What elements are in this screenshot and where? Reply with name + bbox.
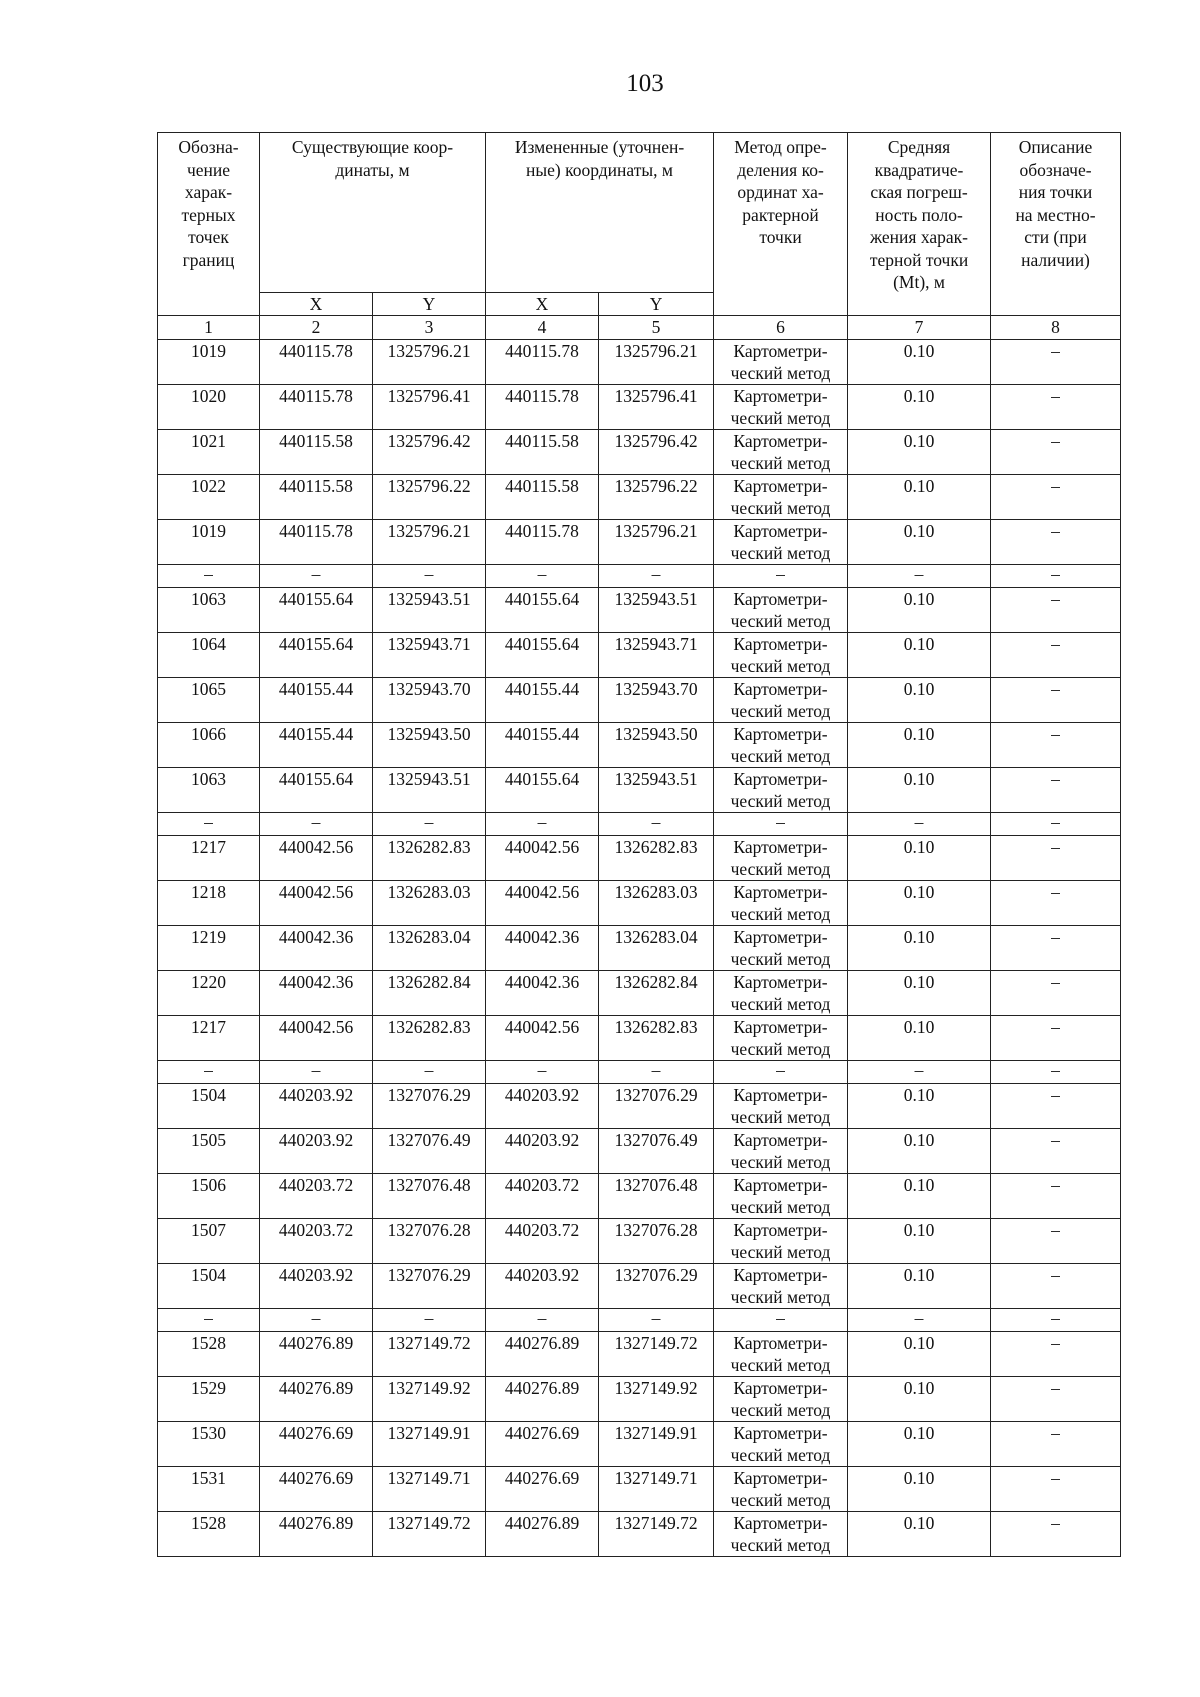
existing-x-cell: 440155.64: [260, 768, 373, 813]
point-id-cell: 1507: [158, 1219, 260, 1264]
changed-y-cell: 1325796.22: [599, 475, 714, 520]
existing-y-cell: 1327076.29: [373, 1264, 486, 1309]
changed-y-cell: 1325943.51: [599, 768, 714, 813]
table-row: [158, 633, 1121, 678]
description-cell: –: [991, 1129, 1121, 1174]
existing-y-cell: 1327149.91: [373, 1422, 486, 1467]
changed-y-cell: 1325796.21: [599, 340, 714, 385]
changed-y-cell: 1325796.21: [599, 520, 714, 565]
changed-y-cell: 1326282.84: [599, 971, 714, 1016]
method-cell: Картометри- ческий метод: [714, 1332, 848, 1377]
header-changed-y: Y: [599, 293, 714, 316]
changed-x-cell: 440276.69: [486, 1422, 599, 1467]
changed-x-cell: 440155.44: [486, 678, 599, 723]
method-cell: Картометри- ческий метод: [714, 1129, 848, 1174]
method-cell: Картометри- ческий метод: [714, 1512, 848, 1557]
description-cell: –: [991, 565, 1121, 588]
point-id-cell: 1530: [158, 1422, 260, 1467]
header-existing-coordinates: Существующие коор- динаты, м: [260, 133, 486, 293]
method-cell: Картометри- ческий метод: [714, 678, 848, 723]
existing-x-cell: –: [260, 565, 373, 588]
description-cell: –: [991, 1332, 1121, 1377]
changed-x-cell: –: [486, 565, 599, 588]
mean-square-error-cell: 0.10: [848, 1219, 991, 1264]
table-row: [158, 1377, 1121, 1422]
mean-square-error-cell: 0.10: [848, 520, 991, 565]
point-id-cell: 1066: [158, 723, 260, 768]
changed-y-cell: –: [599, 565, 714, 588]
point-id-cell: 1220: [158, 971, 260, 1016]
changed-y-cell: 1327149.71: [599, 1467, 714, 1512]
table-row: [158, 1332, 1121, 1377]
changed-x-cell: 440276.89: [486, 1512, 599, 1557]
existing-x-cell: 440276.89: [260, 1512, 373, 1557]
method-cell: Картометри- ческий метод: [714, 633, 848, 678]
changed-y-cell: 1327076.28: [599, 1219, 714, 1264]
point-id-cell: 1022: [158, 475, 260, 520]
changed-x-cell: 440155.64: [486, 588, 599, 633]
table-row: [158, 340, 1121, 385]
changed-x-cell: 440276.89: [486, 1377, 599, 1422]
table-row: [158, 588, 1121, 633]
existing-x-cell: 440042.56: [260, 836, 373, 881]
header-point-description: Описание обозначе- ния точки на местно- сти (при наличии): [991, 133, 1121, 316]
existing-y-cell: 1325796.41: [373, 385, 486, 430]
existing-x-cell: 440155.64: [260, 588, 373, 633]
mean-square-error-cell: 0.10: [848, 971, 991, 1016]
description-cell: –: [991, 1309, 1121, 1332]
existing-x-cell: 440042.56: [260, 1016, 373, 1061]
description-cell: –: [991, 1219, 1121, 1264]
mean-square-error-cell: 0.10: [848, 588, 991, 633]
point-id-cell: 1020: [158, 385, 260, 430]
description-cell: –: [991, 1084, 1121, 1129]
changed-y-cell: –: [599, 813, 714, 836]
mean-square-error-cell: –: [848, 565, 991, 588]
point-id-cell: 1506: [158, 1174, 260, 1219]
existing-x-cell: 440276.69: [260, 1467, 373, 1512]
existing-x-cell: 440276.69: [260, 1422, 373, 1467]
mean-square-error-cell: 0.10: [848, 1016, 991, 1061]
existing-x-cell: 440203.72: [260, 1174, 373, 1219]
description-cell: –: [991, 340, 1121, 385]
point-id-cell: 1217: [158, 1016, 260, 1061]
point-id-cell: 1019: [158, 340, 260, 385]
separator-row: [158, 1061, 1121, 1084]
changed-y-cell: 1326283.04: [599, 926, 714, 971]
method-cell: –: [714, 1061, 848, 1084]
existing-x-cell: 440155.44: [260, 723, 373, 768]
existing-y-cell: 1327076.49: [373, 1129, 486, 1174]
point-id-cell: 1528: [158, 1512, 260, 1557]
mean-square-error-cell: –: [848, 1309, 991, 1332]
existing-y-cell: –: [373, 1061, 486, 1084]
description-cell: –: [991, 1174, 1121, 1219]
existing-y-cell: 1326282.83: [373, 836, 486, 881]
table-row: [158, 430, 1121, 475]
mean-square-error-cell: 0.10: [848, 1174, 991, 1219]
table-row: [158, 1264, 1121, 1309]
mean-square-error-cell: 0.10: [848, 768, 991, 813]
existing-x-cell: –: [260, 1309, 373, 1332]
coordinates-table: [157, 132, 1121, 1557]
point-id-cell: –: [158, 1309, 260, 1332]
existing-y-cell: 1325943.50: [373, 723, 486, 768]
point-id-cell: 1064: [158, 633, 260, 678]
existing-x-cell: 440115.58: [260, 475, 373, 520]
description-cell: –: [991, 633, 1121, 678]
table-row: [158, 520, 1121, 565]
table-row: [158, 836, 1121, 881]
point-id-cell: 1065: [158, 678, 260, 723]
existing-y-cell: 1326282.84: [373, 971, 486, 1016]
separator-row: [158, 1309, 1121, 1332]
table-row: [158, 1016, 1121, 1061]
column-number: 7: [848, 316, 991, 340]
changed-y-cell: 1327076.29: [599, 1264, 714, 1309]
mean-square-error-cell: 0.10: [848, 1467, 991, 1512]
changed-y-cell: 1325943.50: [599, 723, 714, 768]
mean-square-error-cell: 0.10: [848, 1332, 991, 1377]
point-id-cell: 1063: [158, 768, 260, 813]
changed-y-cell: 1327149.92: [599, 1377, 714, 1422]
existing-y-cell: –: [373, 1309, 486, 1332]
changed-y-cell: 1325943.51: [599, 588, 714, 633]
existing-y-cell: 1327076.48: [373, 1174, 486, 1219]
mean-square-error-cell: 0.10: [848, 926, 991, 971]
changed-x-cell: 440155.44: [486, 723, 599, 768]
point-id-cell: 1528: [158, 1332, 260, 1377]
header-existing-x: X: [260, 293, 373, 316]
changed-y-cell: 1326283.03: [599, 881, 714, 926]
header-method: Метод опре- деления ко- ординат ха- рактерной точки: [714, 133, 848, 316]
point-id-cell: 1504: [158, 1264, 260, 1309]
existing-y-cell: 1327149.72: [373, 1332, 486, 1377]
table-row: [158, 1174, 1121, 1219]
table-body: [158, 340, 1121, 1557]
point-id-cell: 1529: [158, 1377, 260, 1422]
description-cell: –: [991, 1377, 1121, 1422]
changed-x-cell: –: [486, 1309, 599, 1332]
column-number: 8: [991, 316, 1121, 340]
existing-x-cell: 440042.56: [260, 881, 373, 926]
changed-y-cell: 1325796.42: [599, 430, 714, 475]
column-number: 4: [486, 316, 599, 340]
method-cell: Картометри- ческий метод: [714, 1264, 848, 1309]
existing-x-cell: 440115.78: [260, 520, 373, 565]
table-row: [158, 1422, 1121, 1467]
changed-y-cell: 1327076.49: [599, 1129, 714, 1174]
existing-x-cell: 440203.92: [260, 1129, 373, 1174]
changed-x-cell: 440115.78: [486, 520, 599, 565]
method-cell: Картометри- ческий метод: [714, 588, 848, 633]
changed-x-cell: –: [486, 1061, 599, 1084]
description-cell: –: [991, 813, 1121, 836]
existing-y-cell: 1326283.04: [373, 926, 486, 971]
existing-x-cell: 440115.58: [260, 430, 373, 475]
method-cell: Картометри- ческий метод: [714, 971, 848, 1016]
changed-x-cell: 440155.64: [486, 768, 599, 813]
method-cell: Картометри- ческий метод: [714, 1467, 848, 1512]
changed-x-cell: 440115.58: [486, 475, 599, 520]
changed-x-cell: 440276.89: [486, 1332, 599, 1377]
mean-square-error-cell: 0.10: [848, 881, 991, 926]
mean-square-error-cell: –: [848, 813, 991, 836]
header-designation: Обозна- чение харак- терных точек границ: [158, 133, 260, 316]
changed-x-cell: 440203.92: [486, 1084, 599, 1129]
header-existing-y: Y: [373, 293, 486, 316]
mean-square-error-cell: 0.10: [848, 836, 991, 881]
method-cell: –: [714, 813, 848, 836]
column-number: 2: [260, 316, 373, 340]
point-id-cell: 1063: [158, 588, 260, 633]
point-id-cell: 1505: [158, 1129, 260, 1174]
point-id-cell: 1019: [158, 520, 260, 565]
description-cell: –: [991, 385, 1121, 430]
changed-y-cell: 1325796.41: [599, 385, 714, 430]
description-cell: –: [991, 768, 1121, 813]
existing-x-cell: 440155.64: [260, 633, 373, 678]
column-numbers-row: [158, 316, 1121, 340]
changed-x-cell: 440042.36: [486, 926, 599, 971]
existing-y-cell: 1327076.29: [373, 1084, 486, 1129]
existing-x-cell: 440115.78: [260, 385, 373, 430]
table-row: [158, 1129, 1121, 1174]
changed-x-cell: 440042.36: [486, 971, 599, 1016]
existing-x-cell: 440203.72: [260, 1219, 373, 1264]
table-row: [158, 678, 1121, 723]
description-cell: –: [991, 926, 1121, 971]
existing-x-cell: 440276.89: [260, 1332, 373, 1377]
header-changed-coordinates: Измененные (уточнен- ные) координаты, м: [486, 133, 714, 293]
changed-y-cell: –: [599, 1061, 714, 1084]
method-cell: –: [714, 1309, 848, 1332]
mean-square-error-cell: 0.10: [848, 340, 991, 385]
method-cell: Картометри- ческий метод: [714, 723, 848, 768]
method-cell: Картометри- ческий метод: [714, 1422, 848, 1467]
existing-y-cell: 1325943.70: [373, 678, 486, 723]
description-cell: –: [991, 430, 1121, 475]
point-id-cell: 1219: [158, 926, 260, 971]
method-cell: Картометри- ческий метод: [714, 836, 848, 881]
header-mean-square-error: Средняя квадратиче- ская погреш- ность поло- жения харак- терной точки (Mt), м: [848, 133, 991, 316]
description-cell: –: [991, 1061, 1121, 1084]
existing-x-cell: 440203.92: [260, 1264, 373, 1309]
changed-y-cell: 1326282.83: [599, 836, 714, 881]
existing-x-cell: 440042.36: [260, 971, 373, 1016]
mean-square-error-cell: –: [848, 1061, 991, 1084]
header-changed-x: X: [486, 293, 599, 316]
existing-x-cell: 440155.44: [260, 678, 373, 723]
existing-y-cell: 1325796.21: [373, 340, 486, 385]
method-cell: –: [714, 565, 848, 588]
changed-x-cell: 440115.78: [486, 385, 599, 430]
existing-y-cell: 1327149.92: [373, 1377, 486, 1422]
table-row: [158, 1467, 1121, 1512]
point-id-cell: 1217: [158, 836, 260, 881]
description-cell: –: [991, 520, 1121, 565]
method-cell: Картометри- ческий метод: [714, 1377, 848, 1422]
changed-y-cell: 1327149.91: [599, 1422, 714, 1467]
table-row: [158, 881, 1121, 926]
point-id-cell: –: [158, 565, 260, 588]
table-row: [158, 926, 1121, 971]
point-id-cell: 1504: [158, 1084, 260, 1129]
method-cell: Картометри- ческий метод: [714, 926, 848, 971]
existing-y-cell: 1325796.42: [373, 430, 486, 475]
changed-y-cell: 1325943.71: [599, 633, 714, 678]
existing-y-cell: 1325796.22: [373, 475, 486, 520]
table-row: [158, 1219, 1121, 1264]
mean-square-error-cell: 0.10: [848, 1377, 991, 1422]
description-cell: –: [991, 971, 1121, 1016]
existing-y-cell: 1325943.51: [373, 768, 486, 813]
description-cell: –: [991, 475, 1121, 520]
mean-square-error-cell: 0.10: [848, 475, 991, 520]
changed-x-cell: 440203.92: [486, 1264, 599, 1309]
table-row: [158, 385, 1121, 430]
existing-y-cell: 1325796.21: [373, 520, 486, 565]
mean-square-error-cell: 0.10: [848, 1512, 991, 1557]
table-header-row: [158, 133, 1121, 293]
mean-square-error-cell: 0.10: [848, 723, 991, 768]
existing-y-cell: –: [373, 813, 486, 836]
description-cell: –: [991, 1467, 1121, 1512]
description-cell: –: [991, 678, 1121, 723]
method-cell: Картометри- ческий метод: [714, 881, 848, 926]
mean-square-error-cell: 0.10: [848, 678, 991, 723]
page-number: 103: [626, 70, 664, 97]
changed-x-cell: –: [486, 813, 599, 836]
changed-y-cell: 1325943.70: [599, 678, 714, 723]
description-cell: –: [991, 1016, 1121, 1061]
method-cell: Картометри- ческий метод: [714, 430, 848, 475]
mean-square-error-cell: 0.10: [848, 1422, 991, 1467]
table-row: [158, 768, 1121, 813]
changed-x-cell: 440203.92: [486, 1129, 599, 1174]
changed-x-cell: 440115.58: [486, 430, 599, 475]
existing-y-cell: 1327149.72: [373, 1512, 486, 1557]
changed-x-cell: 440276.69: [486, 1467, 599, 1512]
mean-square-error-cell: 0.10: [848, 1264, 991, 1309]
table-row: [158, 723, 1121, 768]
changed-x-cell: 440203.72: [486, 1174, 599, 1219]
existing-x-cell: 440276.89: [260, 1377, 373, 1422]
existing-y-cell: 1326283.03: [373, 881, 486, 926]
changed-y-cell: 1327076.48: [599, 1174, 714, 1219]
method-cell: Картометри- ческий метод: [714, 385, 848, 430]
method-cell: Картометри- ческий метод: [714, 475, 848, 520]
description-cell: –: [991, 1512, 1121, 1557]
method-cell: Картометри- ческий метод: [714, 1084, 848, 1129]
point-id-cell: 1218: [158, 881, 260, 926]
existing-y-cell: –: [373, 565, 486, 588]
column-number: 5: [599, 316, 714, 340]
point-id-cell: 1531: [158, 1467, 260, 1512]
method-cell: Картометри- ческий метод: [714, 520, 848, 565]
column-number: 3: [373, 316, 486, 340]
existing-x-cell: 440042.36: [260, 926, 373, 971]
table-row: [158, 1084, 1121, 1129]
existing-y-cell: 1325943.51: [373, 588, 486, 633]
description-cell: –: [991, 723, 1121, 768]
description-cell: –: [991, 1264, 1121, 1309]
separator-row: [158, 565, 1121, 588]
changed-x-cell: 440042.56: [486, 836, 599, 881]
table-row: [158, 971, 1121, 1016]
existing-x-cell: 440203.92: [260, 1084, 373, 1129]
existing-y-cell: 1327076.28: [373, 1219, 486, 1264]
mean-square-error-cell: 0.10: [848, 385, 991, 430]
mean-square-error-cell: 0.10: [848, 430, 991, 475]
existing-x-cell: –: [260, 813, 373, 836]
mean-square-error-cell: 0.10: [848, 633, 991, 678]
changed-y-cell: –: [599, 1309, 714, 1332]
point-id-cell: –: [158, 813, 260, 836]
mean-square-error-cell: 0.10: [848, 1084, 991, 1129]
changed-y-cell: 1326282.83: [599, 1016, 714, 1061]
existing-y-cell: 1327149.71: [373, 1467, 486, 1512]
method-cell: Картометри- ческий метод: [714, 1219, 848, 1264]
changed-y-cell: 1327149.72: [599, 1332, 714, 1377]
point-id-cell: 1021: [158, 430, 260, 475]
separator-row: [158, 813, 1121, 836]
point-id-cell: –: [158, 1061, 260, 1084]
table-row: [158, 1512, 1121, 1557]
changed-x-cell: 440203.72: [486, 1219, 599, 1264]
existing-x-cell: –: [260, 1061, 373, 1084]
description-cell: –: [991, 881, 1121, 926]
method-cell: Картометри- ческий метод: [714, 1016, 848, 1061]
changed-x-cell: 440155.64: [486, 633, 599, 678]
existing-y-cell: 1325943.71: [373, 633, 486, 678]
changed-y-cell: 1327149.72: [599, 1512, 714, 1557]
description-cell: –: [991, 836, 1121, 881]
existing-x-cell: 440115.78: [260, 340, 373, 385]
method-cell: Картометри- ческий метод: [714, 768, 848, 813]
method-cell: Картометри- ческий метод: [714, 1174, 848, 1219]
column-number: 6: [714, 316, 848, 340]
changed-x-cell: 440042.56: [486, 881, 599, 926]
column-number: 1: [158, 316, 260, 340]
mean-square-error-cell: 0.10: [848, 1129, 991, 1174]
changed-x-cell: 440042.56: [486, 1016, 599, 1061]
existing-y-cell: 1326282.83: [373, 1016, 486, 1061]
description-cell: –: [991, 1422, 1121, 1467]
table-row: [158, 475, 1121, 520]
changed-y-cell: 1327076.29: [599, 1084, 714, 1129]
description-cell: –: [991, 588, 1121, 633]
changed-x-cell: 440115.78: [486, 340, 599, 385]
method-cell: Картометри- ческий метод: [714, 340, 848, 385]
